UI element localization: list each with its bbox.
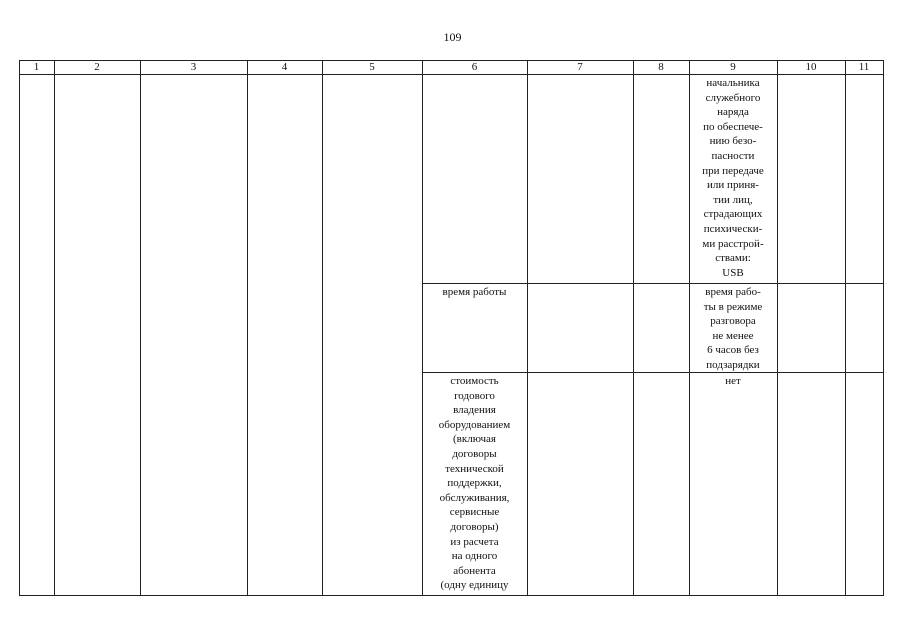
column-header: 8 — [658, 61, 664, 73]
row2-col9-text — [689, 285, 777, 373]
text-line: (одну единицу — [440, 579, 509, 592]
text-line: разговора — [710, 315, 756, 328]
column-divider — [54, 60, 55, 596]
text-line: подзарядки — [706, 358, 760, 371]
text-line: сервисные — [449, 506, 500, 519]
header-row-divider — [19, 74, 884, 75]
column-header: 3 — [190, 61, 197, 73]
text-line: время работы — [442, 286, 507, 298]
text-line: USB — [722, 266, 744, 279]
column-divider — [140, 60, 141, 596]
text-line: тии лиц, — [713, 193, 753, 206]
text-line: или приня- — [707, 179, 759, 192]
text-line: нию безо- — [709, 135, 757, 148]
column-divider — [322, 60, 323, 596]
column-header: 1 — [33, 61, 40, 73]
column-header: 4 — [281, 61, 288, 73]
text-line: 6 часов без — [707, 344, 759, 357]
text-line: время рабо- — [705, 286, 761, 298]
column-divider — [527, 60, 528, 596]
text-line: нет — [725, 375, 741, 387]
text-line: служебного — [705, 91, 761, 104]
text-line: начальника — [706, 77, 760, 89]
text-line: ты в режиме — [703, 300, 763, 313]
column-header: 5 — [369, 61, 375, 73]
text-line: на одного — [451, 550, 498, 563]
row1-col9-text — [689, 76, 777, 280]
column-divider — [777, 60, 778, 596]
row2-col6-text — [422, 285, 527, 300]
text-line: владения — [453, 404, 496, 417]
table-border-bottom — [19, 595, 884, 596]
text-line: ми расстрой- — [702, 237, 764, 250]
text-line: ствами: — [715, 252, 751, 265]
specification-table — [19, 60, 884, 596]
column-header: 6 — [471, 61, 478, 73]
text-line: не менее — [712, 329, 754, 342]
row-divider — [422, 283, 884, 284]
text-line: стоимость — [450, 375, 499, 387]
column-divider — [247, 60, 248, 596]
text-line: пасности — [711, 149, 755, 162]
table-border-left — [19, 60, 20, 596]
text-line: абонента — [453, 564, 496, 577]
text-line: страдающих — [703, 208, 763, 221]
column-header: 9 — [730, 61, 736, 73]
column-divider — [845, 60, 846, 596]
column-header: 2 — [94, 61, 100, 73]
row3-col6-text — [422, 374, 527, 593]
table-border-right — [883, 60, 884, 596]
text-line: поддержки, — [447, 477, 502, 490]
text-line: договоры) — [450, 520, 499, 533]
column-header: 7 — [577, 61, 583, 73]
page-number: 109 — [443, 30, 462, 44]
text-line: обслуживания, — [439, 491, 510, 504]
text-line: годового — [454, 389, 495, 402]
text-line: наряда — [717, 106, 749, 119]
row-divider — [422, 372, 884, 373]
text-line: по обеспече- — [703, 120, 763, 133]
column-divider — [633, 60, 634, 596]
row3-col9-text — [689, 374, 777, 389]
text-line: при передаче — [702, 164, 764, 177]
column-header: 10 — [805, 61, 817, 73]
text-line: технической — [445, 462, 504, 475]
text-line: психически- — [703, 222, 763, 235]
text-line: (включая — [453, 433, 496, 446]
text-line: договоры — [452, 447, 497, 460]
text-line: оборудованием — [438, 418, 511, 431]
text-line: из расчета — [450, 535, 499, 548]
column-header: 11 — [858, 61, 870, 73]
